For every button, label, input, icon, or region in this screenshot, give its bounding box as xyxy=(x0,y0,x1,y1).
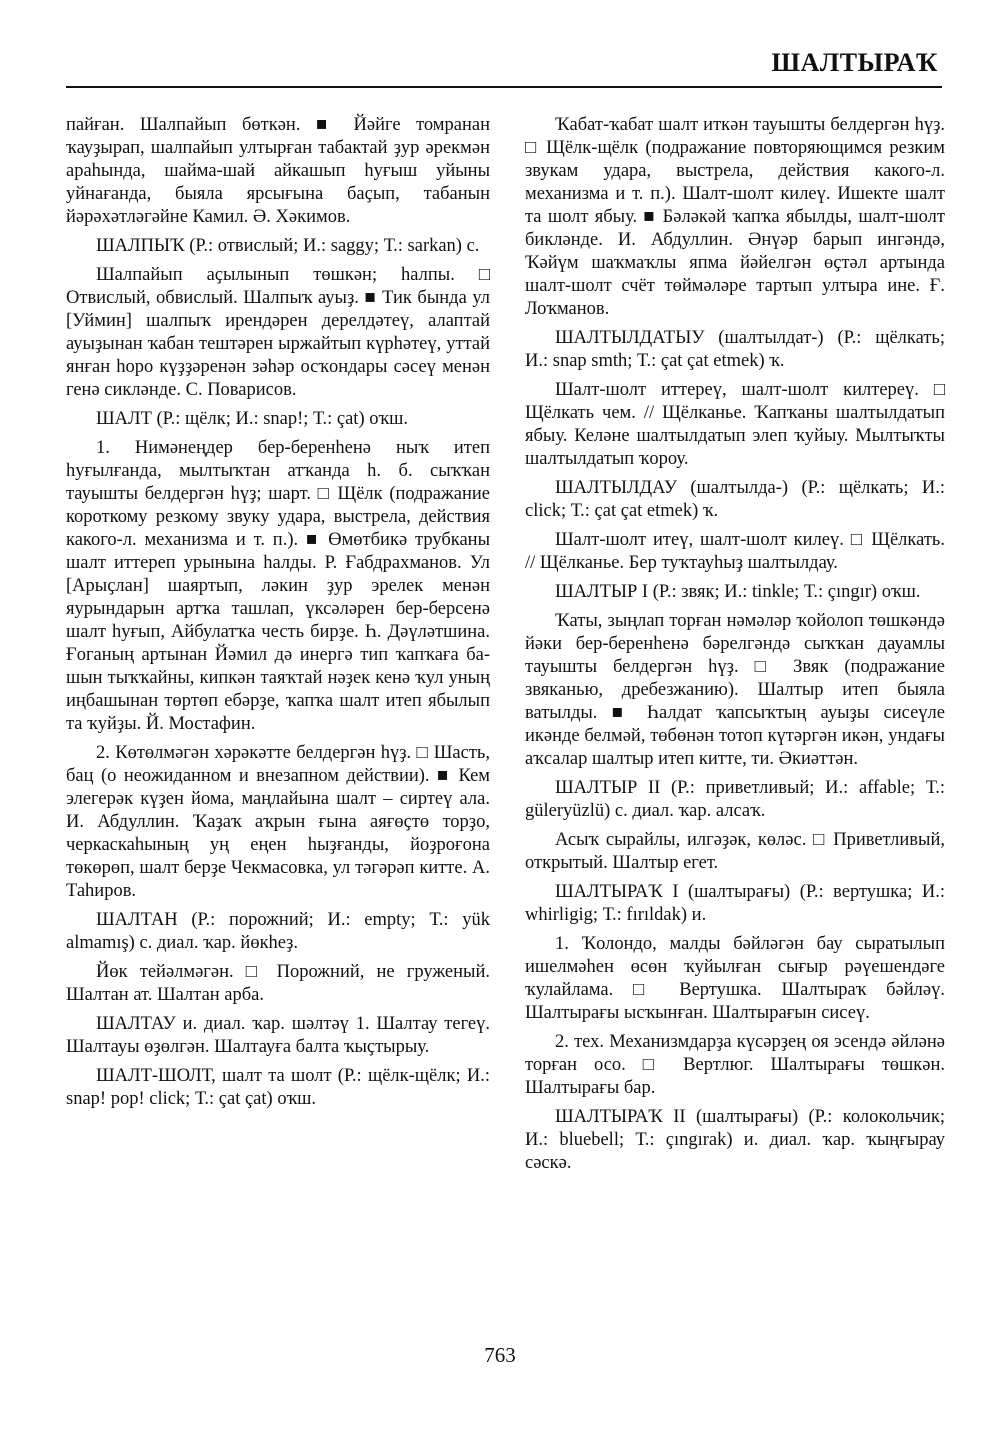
dictionary-entry: ШАЛТАУ и. диал. ҡар. шәлтәү 1. Шалтау тегеү. Шалтауы өҙөлгән. Шалтауға балта ҡыҫтырыу. xyxy=(66,1014,490,1057)
dictionary-entry: 2. Көтөлмәгән хәрәкәтте белдергән һүҙ. □ Шасть, бац (о неожиданном и внезапном действии). ■ Кем элегерәк күҙен йома, маңлайына шалт – сиртеү ала. И. Абдуллин. Ҡаҙаҡ аҡрын ғына аяғөҫтө торҙо, черкаскаһының уң еңен һыҙғанды, йоҙроғона төкөрөп, шалт берҙе Чекмасовка, ул тәгәрәп китте. А. Таһиров. xyxy=(66,743,490,901)
dictionary-entry: ШАЛТ-ШОЛТ, шалт та шолт (Р.: щёлк-щёлк; И.: snap! pop! click; Т.: çat çat) оҡш. xyxy=(66,1066,490,1109)
dictionary-entry: ШАЛТЫРАҠ II (шалтырағы) (Р.: колокольчик; И.: bluebell; Т.: çıngırak) и. диал. ҡар. ҡыңғырау сәскә. xyxy=(525,1107,945,1173)
page-number: 763 xyxy=(484,1343,516,1367)
dictionary-entry: ШАЛПЫҠ (Р.: отвислый; И.: saggy; Т.: sarkan) с. xyxy=(96,236,480,256)
dictionary-entry: Ҡаты, зыңлап торған нәмәләр ҡойолоп төшкәндә йәки бер-беренһенә бәрелгәндә сыҡҡан дауамлы тауышты белдергән һүҙ. □ Звяк (подражание звяканью, дребезжанию). Шалтыр итеп быяла ватылды. ■ Һалдат ҡапсыҡтың ауыҙы сисеүле икәнде белмәй, төбөнән тотоп күтәргән икән, ундағы аҡсалар шалтыр итеп китте, ти. Әкиәттән. xyxy=(525,611,945,769)
dictionary-entry: Йөк тейәлмәгән. □ Порожний, не груженый. Шалтан ат. Шалтан арба. xyxy=(66,962,490,1005)
dictionary-entry: Ҡабат-ҡабат шалт иткән тауышты белдергән һүҙ. □ Щёлк-щёлк (подражание повторяющимся резким звукам удара, выстрела, действия какого-л. механизма и т. п.). Шалт-шолт килеү. Ишекте шалт та шолт ябыу. ■ Бәләкәй ҡапҡа ябылды, шалт-шолт бикләнде. И. Абдуллин. Әнүәр барып ингәндә, Ҡәйүм шаҡмаҡлы япма йәйелгән өҫтәл артында шалт-шолт счёт төймәләре тартып ултыра ине. Ғ. Лоҡманов. xyxy=(525,115,945,319)
dictionary-entry: Шалпайып аҫылынып төшкән; һалпы. □ Отвислый, обвислый. Шалпыҡ ауыҙ. ■ Тик бында ул [Уймин] шалпыҡ ирендәрен дерелдәтеү, алаптай ауыҙынан ҡабан тештәрен ыржайтып күрһәтеү, уттай янған һоро күҙҙәренән зәһәр осҡондары сәсеү менән генә сикләнде. С. Поварисов. xyxy=(66,265,490,400)
dictionary-entry: ШАЛТЫР I (Р.: звяк; И.: tinkle; Т.: çıngır) оҡш. xyxy=(555,582,921,602)
dictionary-entry: 1. Ҡолондо, малды бәйләгән бау сыратылып ишелмәһен өсөн ҡуйылған сығыр рәүешендәге ҡулайлама. □ Вертушка. Шалтыраҡ бәйләү. Шалтырағы ысҡынған. Шалтырағын сисеү. xyxy=(525,934,945,1023)
dictionary-entry: Асыҡ сырайлы, илгәҙәк, көләс. □ Приветливый, открытый. Шалтыр егет. xyxy=(525,830,945,873)
dictionary-entry: 1. Нимәнеңдер бер-беренһенә ныҡ итеп һуғылғанда, мылтыҡтан атҡанда һ. б. сыҡҡан тауышты белдергән һүҙ; шарт. □ Щёлк (подражание короткому резкому звуку удара, выстрела, действия какого-л. механизма и т. п.). ■ Өмөтбикә трубканы шалт иттереп урынына һалды. Р. Ғабдрахманов. Ул [Арыҫлан] шаяртып, ләкин ҙур эрелек менән яурындарын артҡа ташлап, үксәләрен бер-берсенә шалт һуғып, Айбулатҡа честь бирҙе. Һ. Дәүләтшина. Ғоганың артынан Йәмил дә инергә тип ҡапҡаға башын тыҡҡайны, кипкән таяҡтай нәҙек кенә ҡул уның иңбашынан төртөп ебәрҙе, ҡапҡа шалт итеп ябылып та ҡуйҙы. Й. Мостафин. xyxy=(66,438,490,734)
dictionary-entry: ШАЛТ (Р.: щёлк; И.: snap!; Т.: çat) оҡш. xyxy=(96,409,408,429)
dictionary-entry: ШАЛТЫРАҠ I (шалтырағы) (Р.: вертушка; И.: whirligig; Т.: fırıldak) и. xyxy=(525,882,945,925)
header-rule xyxy=(66,86,942,88)
dictionary-entry: ШАЛТЫР II (Р.: приветливый; И.: affable; Т.: güleryüzlü) с. диал. ҡар. алсаҡ. xyxy=(525,778,945,821)
right-column xyxy=(525,114,945,1181)
dictionary-entry: пайған. Шалпайып бөткән. ■ Йәйге томранан ҡауҙырап, шалпайып ултырған табактай ҙур әрекмән араһында, шайма-шай айкашып һуғыш уйыны уйнағанда, быяла ярсығына баҫып, табанын йәрәхәтләгәйне Камил. Ә. Хәкимов. xyxy=(66,115,490,227)
dictionary-entry: 2. тех. Механизмдарҙа күсәрҙең оя эсендә әйләнә торған осо. □ Вертлюг. Шалтырағы төшкән. Шалтырағы бар. xyxy=(525,1032,945,1098)
left-column xyxy=(66,114,490,1117)
running-head: ШАЛТЫРАҠ xyxy=(771,48,938,77)
dictionary-entry: Шалт-шолт итеү, шалт-шолт килеү. □ Щёлкать. // Щёлканье. Бер туҡтауһыҙ шалтылдау. xyxy=(525,530,945,573)
dictionary-entry: ШАЛТАН (Р.: порожний; И.: empty; Т.: yük almamış) с. диал. ҡар. йөкһеҙ. xyxy=(66,910,490,953)
dictionary-entry: Шалт-шолт иттереү, шалт-шолт килтереү. □ Щёлкать чем. // Щёлканье. Ҡапҡаны шалтылдатып ябыу. Келәне шалтылдатып элеп ҡуйыу. Мылтыҡты шалтылдатып ҡороу. xyxy=(525,380,945,469)
dictionary-entry: ШАЛТЫЛДАУ (шалтылда-) (Р.: щёлкать; И.: click; Т.: çat çat etmek) ҡ. xyxy=(525,478,945,521)
dictionary-entry: ШАЛТЫЛДАТЫУ (шалтылдат-) (Р.: щёлкать; И.: snap smth; Т.: çat çat etmek) ҡ. xyxy=(525,328,945,371)
